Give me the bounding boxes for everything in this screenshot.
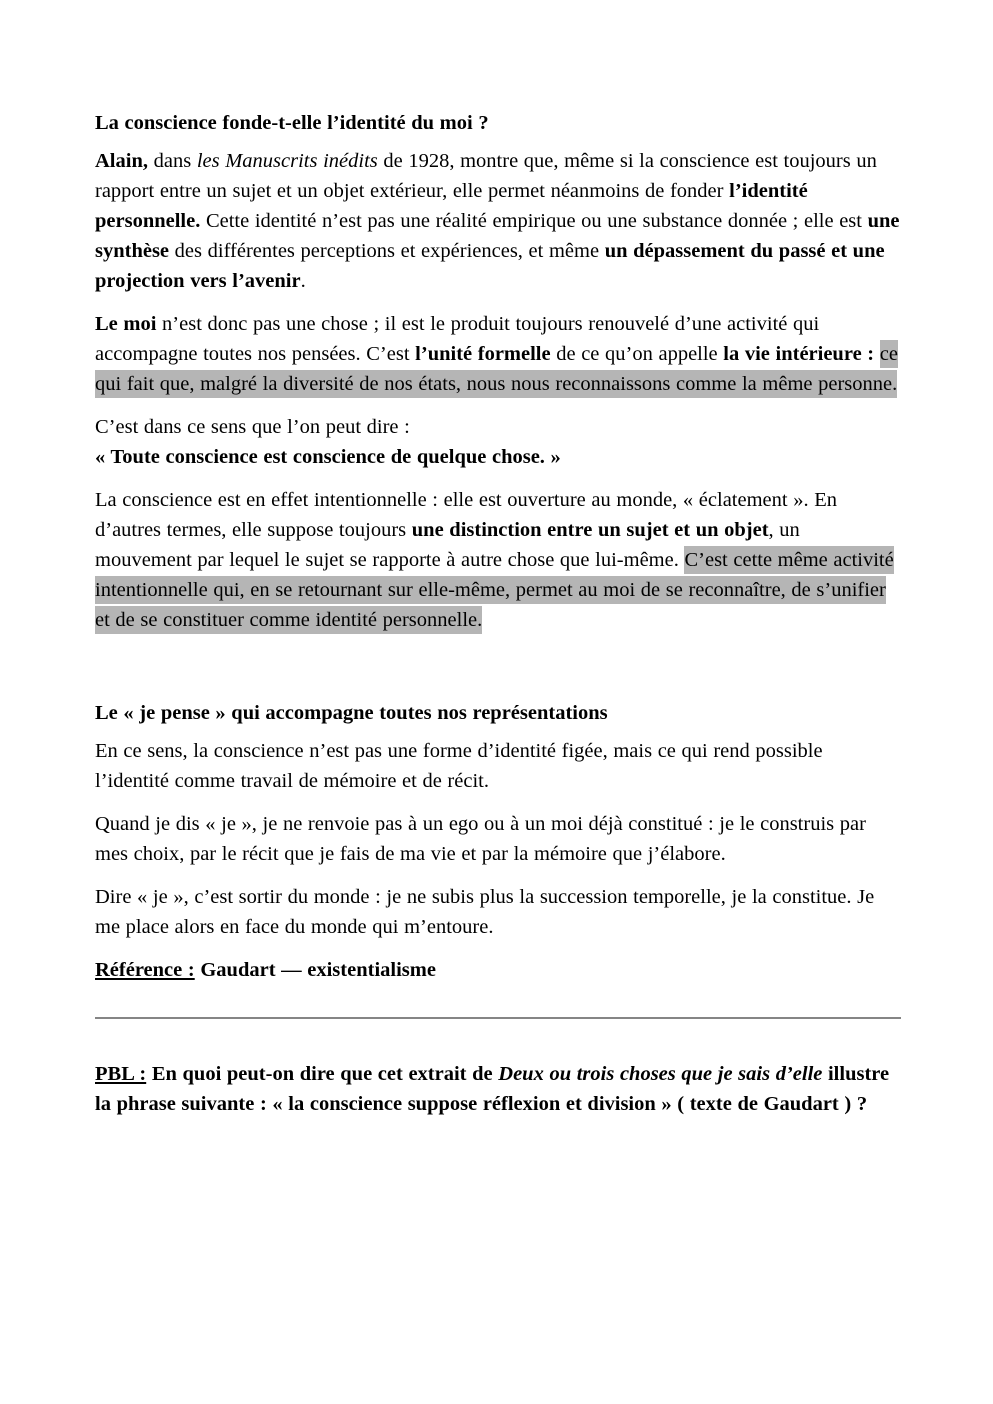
text-run: Alain, xyxy=(95,150,148,172)
heading-je-pense xyxy=(95,698,901,728)
section-divider xyxy=(95,1017,901,1019)
para-reference xyxy=(95,955,901,985)
text-run: Le moi xyxy=(95,313,157,335)
text-run: C’est cette même activité intentionnelle qui, en se retournant sur elle-même, permet au moi de se reconnaître, de s’unifier et de se constituer comme identité personnelle. xyxy=(95,546,894,634)
text-run: une distinction entre un sujet et un objet xyxy=(411,519,769,541)
text-run: n’est donc pas une chose ; il est le produit toujours renouvelé d’une activité qui accompagne toutes nos pensées. C’est xyxy=(95,313,820,365)
text-run: de ce qu’on appelle xyxy=(550,343,724,365)
para-quand-je-dis xyxy=(95,809,901,869)
text-run: C’est dans ce sens que l’on peut dire : xyxy=(95,416,410,438)
text-run: En quoi peut-on dire que cet extrait de xyxy=(146,1063,499,1085)
text-run: un dépassement du passé et une projection vers l’avenir xyxy=(95,240,885,292)
text-run: l’identité personnelle. xyxy=(95,180,808,232)
para-dire-je xyxy=(95,882,901,942)
text-run: En ce sens, la conscience n’est pas une forme d’identité figée, mais ce qui rend possible l’identité comme travail de mémoire et de récit. xyxy=(95,740,823,792)
text-run: des différentes perceptions et expériences, et même xyxy=(169,240,605,262)
text-run: Référence : xyxy=(95,959,195,981)
text-run: . xyxy=(300,270,306,292)
text-run: les Manuscrits inédits xyxy=(196,150,378,172)
para-le-moi xyxy=(95,309,901,399)
text-run: PBL : xyxy=(95,1063,147,1085)
para-pbl xyxy=(95,1059,901,1119)
para-intentionnalite xyxy=(95,485,901,635)
text-run xyxy=(874,343,880,365)
text-run: Gaudart — existentialisme xyxy=(194,959,436,981)
para-citation xyxy=(95,412,901,472)
text-run: Dire « je », c’est sortir du monde : je ne subis plus la succession temporelle, je la constitue. Je me place alors en face du monde qui m’entoure. xyxy=(95,886,875,938)
text-run: illustre la phrase suivante : « la conscience suppose réflexion et division » ( texte de Gaudart ) ? xyxy=(95,1063,890,1115)
text-run: de 1928, montre que, même si la conscience est toujours un rapport entre un sujet et un objet extérieur, elle permet néanmoins de fonder xyxy=(95,150,877,202)
para-alain xyxy=(95,146,901,296)
text-run: l’unité formelle xyxy=(415,343,551,365)
text-run: dans xyxy=(147,150,197,172)
text-run: La conscience fonde-t-elle l’identité du moi ? xyxy=(95,112,489,134)
text-run: une synthèse xyxy=(95,210,900,262)
text-run: « Toute conscience est conscience de quelque chose. » xyxy=(95,446,561,468)
text-run: Deux ou trois choses que je sais d’elle xyxy=(498,1063,823,1085)
text-run: la vie intérieure : xyxy=(723,343,875,365)
text-run: La conscience est en effet intentionnelle : elle est ouverture au monde, « éclatement ». En d’autres termes, elle suppose toujours xyxy=(95,489,837,541)
text-run: Quand je dis « je », je ne renvoie pas à un ego ou à un moi déjà constitué : je le construis par mes choix, par le récit que je fais de ma vie et par la mémoire que j’élabore. xyxy=(95,813,866,865)
doc-title xyxy=(95,108,901,138)
section-gap xyxy=(95,648,901,698)
text-run: Le « je pense » qui accompagne toutes nos représentations xyxy=(95,702,608,724)
text-run: , un mouvement par lequel le sujet se rapporte à autre chose que lui-même. xyxy=(95,519,800,571)
para-en-ce-sens xyxy=(95,736,901,796)
text-run: Cette identité n’est pas une réalité empirique ou une substance donnée ; elle est xyxy=(200,210,868,232)
document-blocks xyxy=(95,108,901,1119)
text-run: ce qui fait que, malgré la diversité de nos états, nous nous reconnaissons comme la même personne. xyxy=(95,340,898,398)
